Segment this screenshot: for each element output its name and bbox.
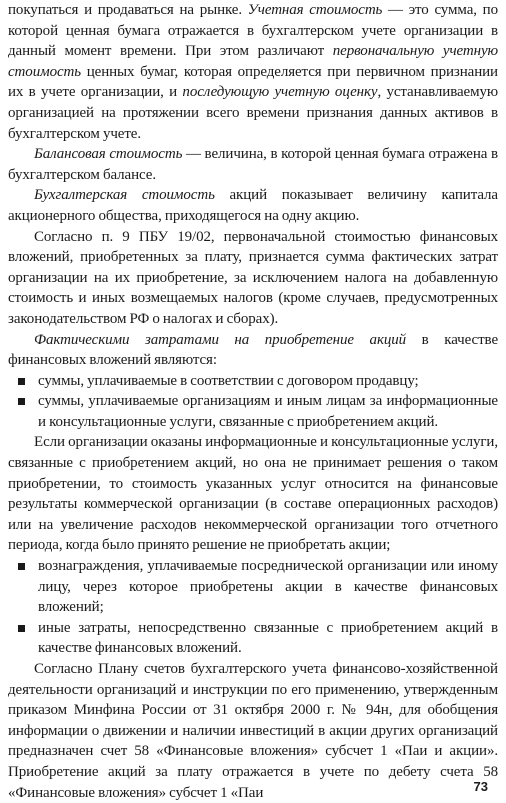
term-initial-value: первоначальную учетную стоимость xyxy=(8,43,498,80)
paragraph-accounting-value xyxy=(8,0,498,144)
cost-list-2 xyxy=(8,556,498,659)
text-span: ценных бумаг, которая определяется при первичном признании их в учете организации, и xyxy=(8,63,498,101)
page-number: 73 xyxy=(473,779,488,794)
list-item xyxy=(8,371,498,392)
text-span: акций показывает величину капитала акционерного общества, приходящегося на одну акцию. xyxy=(8,187,498,224)
text-span: — величина, в которой ценная бумага отражена в бухгалтерском балансе. xyxy=(8,146,498,183)
term-subsequent-valuation: последующую учетную оценку xyxy=(182,84,378,101)
body-text xyxy=(8,0,498,803)
list-item xyxy=(8,391,498,432)
bullet-icon xyxy=(18,398,25,405)
text-span: Если организации оказаны информационные и консультационные услуги, связанные с приобретением акций, но она не принимает решения о таком приобретении, то стоимость указанных услуг относится на финансовые результаты коммерческой организации (в составе операционных расходов) или на увеличение расходов некоммерческой организации того отчетного периода, когда было принято решение не приобретать акции; xyxy=(8,434,498,554)
text-span: Согласно п. 9 ПБУ 19/02, первоначальной стоимостью финансовых вложений, приобретенных за плату, признается сумма фактических затрат организации на их приобретение, за исключением налога на добавленную стоимость и иных возмещаемых налогов (кроме случаев, предусмотренных законодательством РФ о налогах и сборах). xyxy=(8,228,498,327)
list-item-text: иные затраты, непосредственно связанные с приобретением акций в качестве финансовых вложений. xyxy=(38,619,498,657)
text-span: , устанавливаемую организацией на протяжении всего времени признания данных активов в бухгалтерском учете. xyxy=(8,84,498,142)
list-item xyxy=(8,556,498,618)
text-span: — это сумма, по которой ценная бумага отражается в бухгалтерском учете организации в данный момент времени. При этом различают xyxy=(8,2,498,60)
paragraph-chart-of-accounts xyxy=(8,659,498,803)
bullet-icon xyxy=(18,563,25,570)
paragraph-pbu-19 xyxy=(8,227,498,330)
list-item-text: суммы, уплачиваемые организациям и иным лицам за информационные и консультационные услуги, связанные с приобретением акций. xyxy=(38,393,498,430)
bullet-icon xyxy=(18,625,25,632)
text-span: Согласно Плану счетов бухгалтерского учета финансово-хозяйственной деятельности организаций и инструкции по его применению, утвержденным приказом Минфина России от 31 октября 2000 г. № 94н, для обобщения информации о движении и наличии инвестиций в акции других организаций предназначен счет 58 «Финансовые вложения» субсчет 1 «Паи и акции». Приобретение акций за плату отражается в учете по дебету счета 58 «Финансовые вложения» субсчет 1 «Паи xyxy=(8,661,498,801)
paragraph-balance-value xyxy=(8,144,498,185)
cost-list-1 xyxy=(8,371,498,433)
term-book-value: Бухгалтерская стоимость xyxy=(34,187,215,204)
term-accounting-value: Учетная стоимость xyxy=(247,2,383,18)
paragraph-book-value xyxy=(8,185,498,226)
paragraph-consulting-services xyxy=(8,432,498,556)
text-span: в качестве финансовых вложений являются: xyxy=(8,331,498,369)
paragraph-actual-costs xyxy=(8,330,498,371)
list-item-text: суммы, уплачиваемые в соответствии с договором продавцу; xyxy=(38,372,419,389)
list-item xyxy=(8,618,498,659)
term-balance-value: Балансовая стоимость xyxy=(34,146,183,163)
bullet-icon xyxy=(18,378,25,385)
term-actual-costs: Фактическими затратами на приобретение акций xyxy=(34,331,407,348)
text-span: покупаться и продаваться на рынке. xyxy=(8,2,248,18)
document-page xyxy=(8,0,498,800)
list-item-text: вознаграждения, уплачиваемые посреднической организации или иному лицу, через которое приобретены акции в качестве финансовых вложений; xyxy=(38,558,498,616)
